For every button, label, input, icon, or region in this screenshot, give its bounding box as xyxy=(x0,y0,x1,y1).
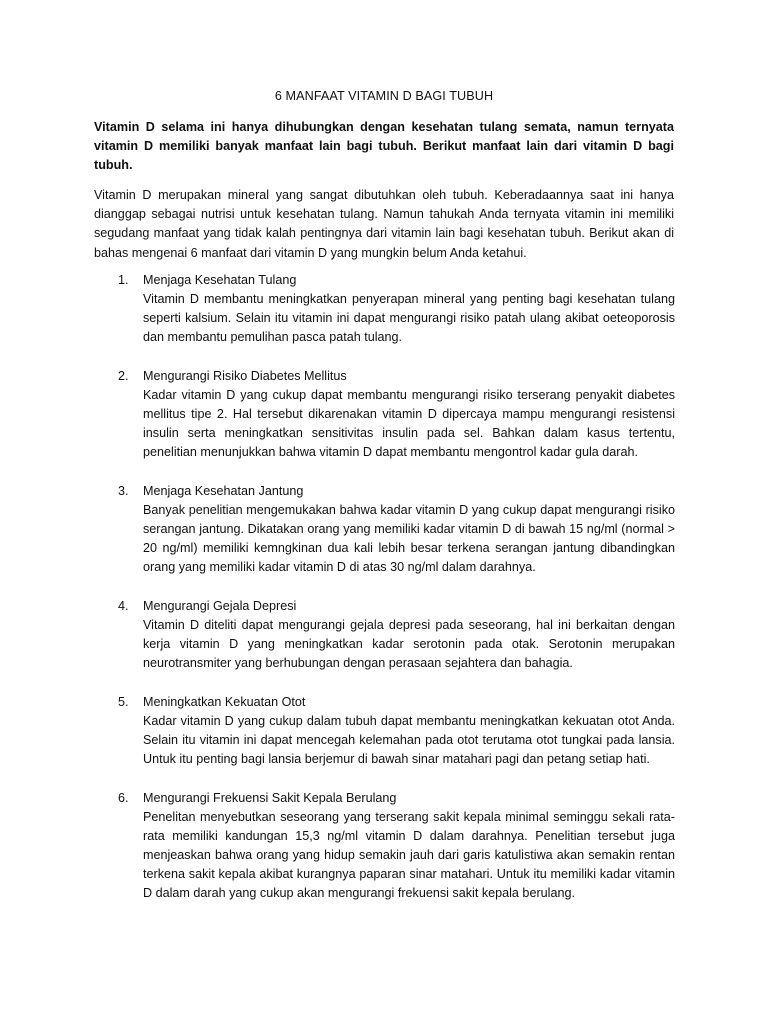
list-item-number: 2. xyxy=(118,369,129,383)
list-item xyxy=(0,367,768,462)
list-item xyxy=(0,271,768,347)
list-item xyxy=(0,789,768,903)
list-item-heading: Menjaga Kesehatan Jantung xyxy=(143,484,304,498)
list-item-heading: Meningkatkan Kekuatan Otot xyxy=(143,695,306,709)
intro-bold-paragraph: Vitamin D selama ini hanya dihubungkan dengan kesehatan tulang semata, namun ternyata vitamin D memiliki banyak manfaat lain bagi tubuh. Berikut manfaat lain dari vitamin D bagi tubuh. xyxy=(94,120,674,172)
document-title: 6 MANFAAT VITAMIN D BAGI TUBUH xyxy=(274,89,494,103)
list-item xyxy=(0,597,768,673)
list-item-number: 4. xyxy=(118,599,129,613)
list-item-number: 3. xyxy=(118,484,129,498)
list-item-number: 1. xyxy=(118,273,129,287)
list-item-body: Penelitan menyebutkan seseorang yang terserang sakit kepala minimal seminggu sekali rata-rata memiliki kandungan 15,3 ng/ml vitamin D dalam darahnya. Penelitian tersebut juga menjeaskan bahwa orang yang hidup semakin jauh dari garis katulistiwa akan semakin rentan terkena sakit kepala akibat kurangnya paparan sinar matahari. Untuk itu memiliki kadar vitamin D dalam darah yang cukup akan mengurangi frekuensi sakit kepala berulang. xyxy=(143,810,675,900)
benefits-list xyxy=(0,271,768,923)
intro-paragraph: Vitamin D merupakan mineral yang sangat dibutuhkan oleh tubuh. Keberadaannya saat ini hanya dianggap sebagai nutrisi untuk kesehatan tulang. Namun tahukah Anda ternyata vitamin ini memiliki segudang manfaat yang tidak kalah pentingnya dari vitamin lain bagi kesehatan tubuh. Berikut akan di bahas mengenai 6 manfaat dari vitamin D yang mungkin belum Anda ketahui. xyxy=(94,188,674,260)
list-item-body: Banyak penelitian mengemukakan bahwa kadar vitamin D yang cukup dapat mengurangi risiko serangan jantung. Dikatakan orang yang memiliki kadar vitamin D di bawah 15 ng/ml (normal > 20 ng/ml) memiliki kemngkinan dua kali lebih besar terkena serangan jantung dibandingkan orang yang memiliki kadar vitamin D di atas 30 ng/ml dalam darahnya. xyxy=(143,503,675,574)
list-item xyxy=(0,482,768,577)
list-item-heading: Mengurangi Gejala Depresi xyxy=(143,599,297,613)
list-item xyxy=(0,693,768,769)
list-item-heading: Mengurangi Risiko Diabetes Mellitus xyxy=(143,369,347,383)
list-item-body: Kadar vitamin D yang cukup dapat membantu mengurangi risiko terserang penyakit diabetes mellitus tipe 2. Hal tersebut dikarenakan vitamin D dipercaya mampu mengurangi resistensi insulin serta meningkatkan sensitivitas insulin pada sel. Bahkan dalam kasus tertentu, penelitian menunjukkan bahwa vitamin D dapat membantu mengontrol kadar gula darah. xyxy=(143,388,675,459)
list-item-body: Vitamin D diteliti dapat mengurangi gejala depresi pada seseorang, hal ini berkaitan dengan kerja vitamin D yang meningkatkan kadar serotonin pada otak. Serotonin merupakan neurotransmiter yang berhubungan dengan perasaan sejahtera dan bahagia. xyxy=(143,618,675,670)
list-item-number: 6. xyxy=(118,791,129,805)
list-item-number: 5. xyxy=(118,695,129,709)
list-item-heading: Menjaga Kesehatan Tulang xyxy=(143,273,297,287)
list-item-heading: Mengurangi Frekuensi Sakit Kepala Berulang xyxy=(143,791,397,805)
list-item-body: Vitamin D membantu meningkatkan penyerapan mineral yang penting bagi kesehatan tulang seperti kalsium. Selain itu vitamin ini dapat mengurangi risiko patah ulang akibat oeteoporosis dan membantu pemulihan pasca patah tulang. xyxy=(143,292,675,344)
list-item-body: Kadar vitamin D yang cukup dalam tubuh dapat membantu meningkatkan kekuatan otot Anda. Selain itu vitamin ini dapat mencegah kelemahan pada otot terutama otot tungkai pada lansia. Untuk itu penting bagi lansia berjemur di bawah sinar matahari pagi dan petang setiap hati. xyxy=(143,714,675,766)
